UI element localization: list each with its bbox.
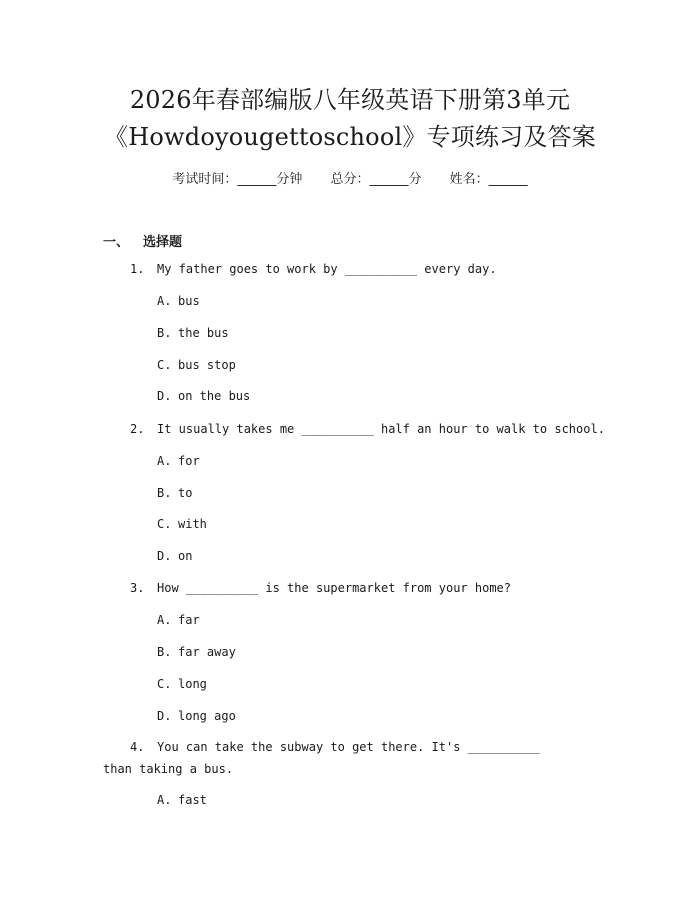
section-number: 一、 (103, 235, 130, 250)
option-2a (157, 454, 200, 468)
option-text: with (178, 517, 207, 531)
option-letter: D. (157, 389, 172, 403)
option-3c (157, 677, 207, 691)
option-letter: A. (157, 613, 172, 627)
question-text: It usually takes me __________ half an hour to walk to school. (157, 422, 605, 436)
exam-meta (0, 168, 700, 187)
exam-time-field: 考试时间：______分钟 (172, 172, 303, 187)
option-letter: B. (157, 486, 172, 500)
option-text: fast (178, 793, 207, 807)
option-text: for (178, 454, 200, 468)
section-title: 选择题 (143, 235, 183, 250)
option-letter: D. (157, 709, 172, 723)
section-heading (103, 231, 182, 250)
option-2d (157, 549, 192, 563)
option-4a (157, 793, 207, 807)
option-1a (157, 294, 200, 308)
option-text: long (178, 677, 207, 691)
option-text: on (178, 549, 193, 563)
question-4 (103, 736, 573, 780)
option-text: far away (178, 645, 236, 659)
option-letter: A. (157, 294, 172, 308)
option-1c (157, 358, 236, 372)
option-text: bus stop (178, 358, 236, 372)
option-letter: A. (157, 793, 172, 807)
question-number: 1. (130, 262, 145, 276)
question-2 (130, 422, 605, 436)
option-text: on the bus (178, 389, 251, 403)
student-name-field: 姓名：______ (449, 172, 528, 187)
option-text: to (178, 486, 193, 500)
option-text: far (178, 613, 200, 627)
option-letter: C. (157, 677, 172, 691)
option-letter: C. (157, 358, 172, 372)
option-2b (157, 486, 192, 500)
document-title-line2: 《Howdoyougettoschool》专项练习及答案 (104, 123, 596, 151)
question-number: 4. (130, 740, 145, 754)
option-3d (157, 709, 236, 723)
total-score-field: 总分：______分 (330, 172, 422, 187)
option-text: long ago (178, 709, 236, 723)
option-letter: C. (157, 517, 172, 531)
question-text: You can take the subway to get there. It's __________ than taking a bus. (103, 740, 540, 776)
option-2c (157, 517, 207, 531)
option-1b (157, 326, 229, 340)
question-text: How __________ is the supermarket from your home? (157, 581, 512, 595)
question-1 (130, 262, 497, 276)
option-text: the bus (178, 326, 229, 340)
option-letter: B. (157, 645, 172, 659)
option-letter: A. (157, 454, 172, 468)
option-1d (157, 389, 250, 403)
question-number: 3. (130, 581, 145, 595)
option-3a (157, 613, 200, 627)
question-text: My father goes to work by __________ every day. (157, 262, 497, 276)
question-number: 2. (130, 422, 145, 436)
document-title-line1: 2026年春部编版八年级英语下册第3单元 (129, 86, 571, 114)
option-3b (157, 645, 236, 659)
question-3 (130, 581, 511, 595)
option-letter: B. (157, 326, 172, 340)
option-letter: D. (157, 549, 172, 563)
option-text: bus (178, 294, 200, 308)
